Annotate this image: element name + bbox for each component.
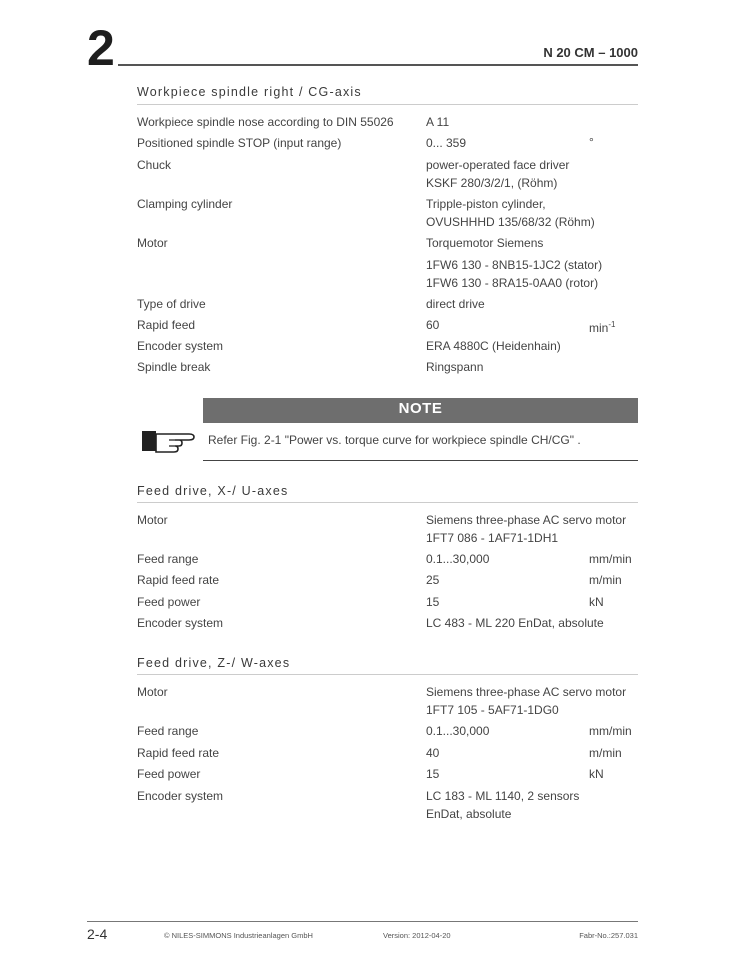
spec-unit	[589, 316, 615, 337]
spec-value: Siemens three-phase AC servo motor	[426, 685, 627, 699]
header-rule	[118, 64, 638, 66]
spec-value: LC 183 - ML 1140, 2 sensors	[426, 789, 580, 803]
section-title-spindle: Workpiece spindle right / CG-axis	[137, 85, 362, 99]
spec-value: 0... 359	[426, 136, 467, 150]
spec-value-line2: 1FT7 105 - 5AF71-1DG0	[426, 703, 559, 717]
section-rule	[137, 104, 638, 105]
spec-label: Spindle break	[137, 360, 211, 374]
spec-label: Feed power	[137, 767, 201, 781]
unit-exponent: -1	[608, 320, 616, 329]
spec-label: Encoder system	[137, 616, 224, 630]
spec-label: Feed range	[137, 552, 199, 566]
spec-value: direct drive	[426, 297, 485, 311]
section-title-feed-xu: Feed drive, X-/ U-axes	[137, 484, 289, 498]
spec-value-line2: EnDat, absolute	[426, 807, 512, 821]
note-rule	[203, 460, 638, 461]
footer-version: Version: 2012-04-20	[383, 931, 451, 940]
spec-value: 0.1...30,000	[426, 724, 490, 738]
spec-value: Ringspann	[426, 360, 484, 374]
spec-label: Rapid feed rate	[137, 573, 220, 587]
note-text: Refer Fig. 2-1 "Power vs. torque curve for workpiece spindle CH/CG" .	[208, 433, 581, 447]
spec-unit: m/min	[589, 746, 622, 760]
spec-value-line2: 1FT7 086 - 1AF71-1DH1	[426, 531, 559, 545]
spec-label: Workpiece spindle nose according to DIN 55026	[137, 115, 394, 129]
footer-copyright: © NILES-SIMMONS Industrieanlagen GmbH	[164, 931, 313, 940]
spec-value: Torquemotor Siemens	[426, 236, 544, 250]
spec-unit: mm/min	[589, 724, 632, 738]
spec-label: Encoder system	[137, 789, 224, 803]
page-number: 2-4	[87, 926, 108, 942]
spec-value: 15	[426, 767, 440, 781]
spec-value: 60	[426, 318, 440, 332]
spec-unit: mm/min	[589, 552, 632, 566]
spec-label: Rapid feed	[137, 318, 196, 332]
section-rule	[137, 502, 638, 503]
spec-label: Motor	[137, 236, 168, 250]
section-title-feed-zw: Feed drive, Z-/ W-axes	[137, 656, 291, 670]
spec-unit: kN	[589, 595, 604, 609]
spec-value-line2: 1FW6 130 - 8NB15-1JC2 (stator)	[426, 258, 603, 272]
chapter-number: 2	[87, 20, 115, 76]
spec-value-line3: 1FW6 130 - 8RA15-0AA0 (rotor)	[426, 276, 599, 290]
spec-value: LC 483 - ML 220 EnDat, absolute	[426, 616, 604, 630]
spec-label: Type of drive	[137, 297, 206, 311]
unit-text: min	[589, 321, 609, 335]
spec-value: Tripple-piston cylinder,	[426, 197, 546, 211]
spec-value: power-operated face driver	[426, 158, 570, 172]
section-rule	[137, 674, 638, 675]
spec-value-line2: KSKF 280/3/2/1, (Röhm)	[426, 176, 558, 190]
spec-value-line2: OVUSHHHD 135/68/32 (Röhm)	[426, 215, 595, 229]
spec-label: Clamping cylinder	[137, 197, 233, 211]
spec-value: ERA 4880C (Heidenhain)	[426, 339, 561, 353]
note-header-bar	[203, 398, 638, 423]
spec-value: Siemens three-phase AC servo motor	[426, 513, 627, 527]
spec-label: Encoder system	[137, 339, 224, 353]
spec-label: Motor	[137, 685, 168, 699]
spec-label: Rapid feed rate	[137, 746, 220, 760]
footer-fabrication-number: Fabr-No.:257.031	[579, 931, 638, 940]
spec-unit: °	[589, 135, 594, 149]
footer-rule	[87, 921, 638, 922]
spec-value: 40	[426, 746, 440, 760]
spec-label: Feed range	[137, 724, 199, 738]
pointing-hand-icon	[141, 425, 197, 460]
spec-label: Feed power	[137, 595, 201, 609]
note-title: NOTE	[398, 400, 443, 417]
spec-unit: m/min	[589, 573, 622, 587]
spec-value: 0.1...30,000	[426, 552, 490, 566]
spec-label: Motor	[137, 513, 168, 527]
spec-value: 25	[426, 573, 440, 587]
document-title: N 20 CM – 1000	[543, 45, 638, 60]
spec-unit: kN	[589, 767, 604, 781]
spec-value: 15	[426, 595, 440, 609]
spec-label: Chuck	[137, 158, 172, 172]
spec-label: Positioned spindle STOP (input range)	[137, 136, 342, 150]
spec-value: A 11	[426, 115, 450, 129]
